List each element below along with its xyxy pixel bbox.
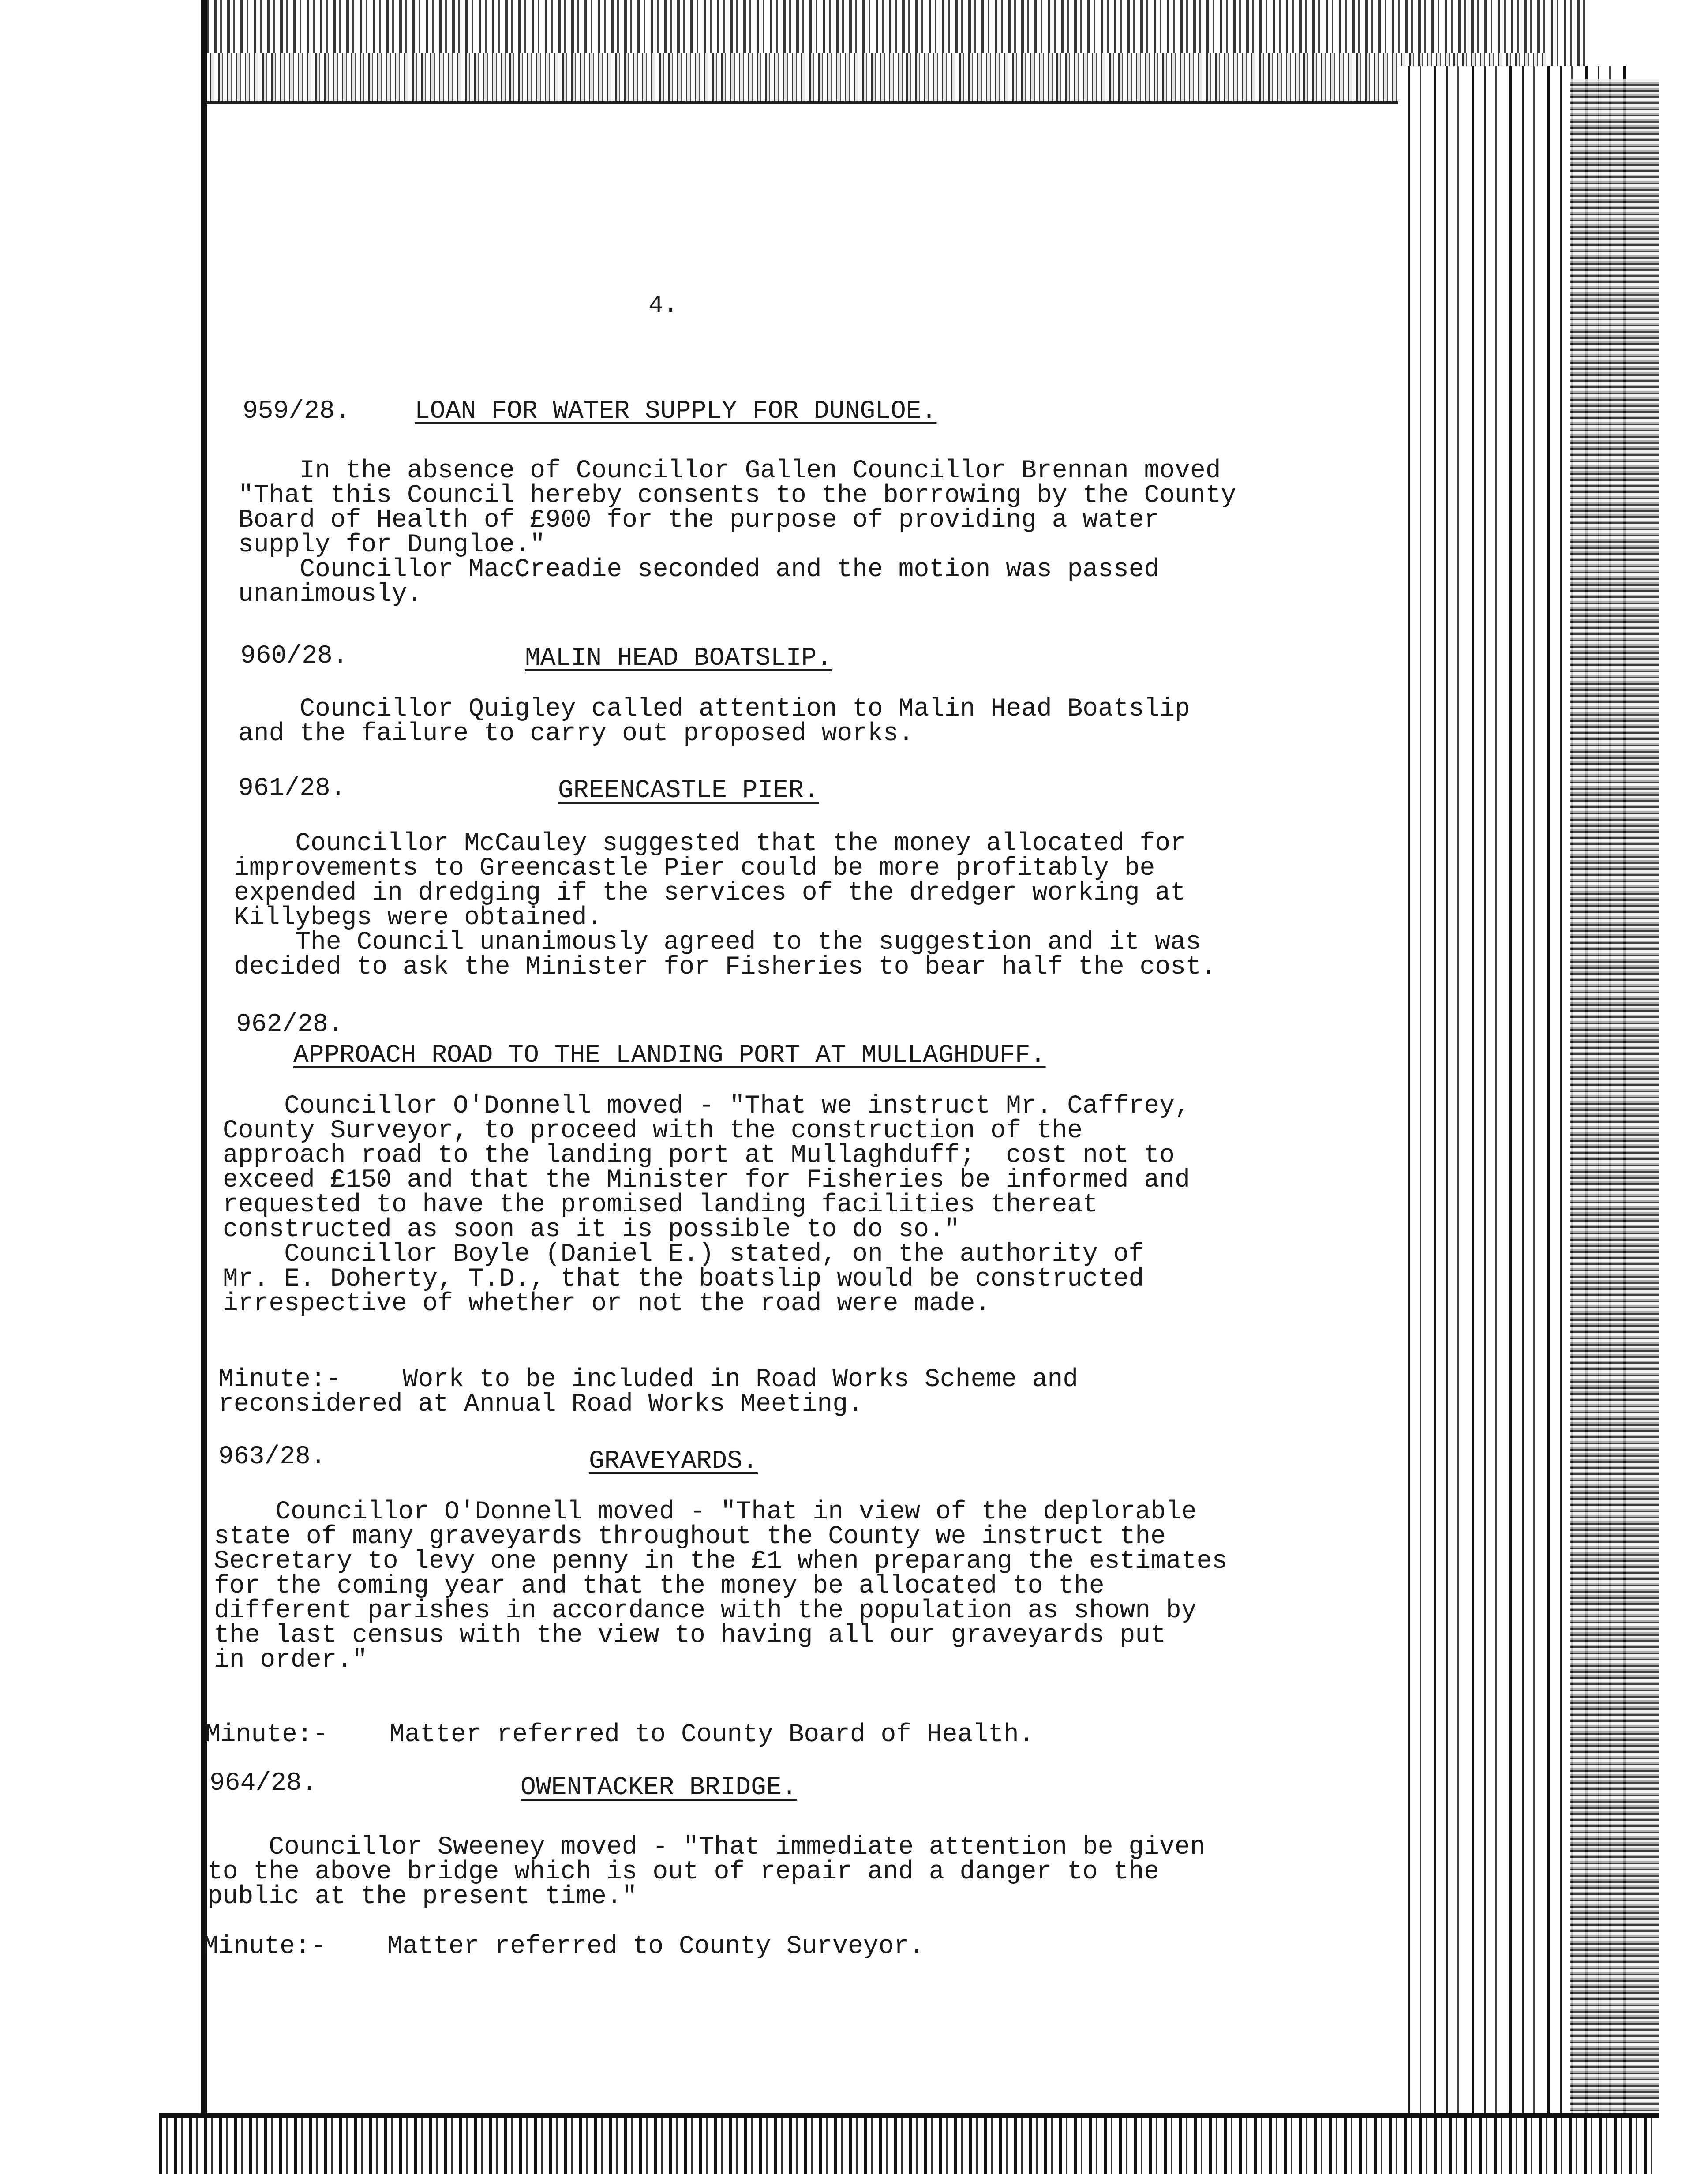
item-paragraph <box>238 459 1236 607</box>
binder-spine <box>201 0 207 2174</box>
item-number: 962/28. <box>236 1010 344 1039</box>
paragraph-line: public at the present time." <box>207 1882 637 1911</box>
paragraph-line: state of many graveyards throughout the County we instruct the <box>214 1522 1166 1551</box>
paragraph-line: approach road to the landing port at Mullaghduff; cost not to <box>223 1141 1175 1170</box>
item-heading: OWENTACKER BRIDGE. <box>521 1773 797 1802</box>
minute-line: Minute:- Matter referred to County Surveyor. <box>203 1932 925 1961</box>
minute-line: Minute:- Matter referred to County Board of Health. <box>205 1720 1034 1749</box>
item-heading: GRAVEYARDS. <box>589 1447 758 1476</box>
paragraph-line: Mr. E. Doherty, T.D., that the boatslip would be constructed <box>223 1265 1144 1293</box>
item-paragraph <box>223 1094 1190 1316</box>
paragraph-line: Killybegs were obtained. <box>234 903 603 932</box>
paragraph-line: constructed as soon as it is possible to do so." <box>223 1215 960 1244</box>
item-number: 964/28. <box>210 1769 317 1798</box>
minute-line: reconsidered at Annual Road Works Meeting. <box>218 1390 863 1419</box>
paragraph-line: requested to have the promised landing facilities thereat <box>223 1191 1098 1219</box>
paragraph-line: County Surveyor, to proceed with the construction of the <box>223 1117 1083 1145</box>
paragraph-line: Secretary to levy one penny in the £1 when preparang the estimates <box>214 1547 1228 1576</box>
paragraph-line: "That this Council hereby consents to the borrowing by the County <box>238 481 1236 510</box>
scan-right-margin <box>1659 0 1708 2174</box>
paragraph-line: Councillor McCauley suggested that the money allocated for <box>234 829 1186 858</box>
paragraph-line: different parishes in accordance with the population as shown by <box>214 1597 1197 1625</box>
paragraph-line: Councillor O'Donnell moved - "That we instruct Mr. Caffrey, <box>223 1092 1190 1121</box>
scan-left-margin <box>0 0 203 2174</box>
paragraph-line: to the above bridge which is out of repair and a danger to the <box>207 1858 1159 1886</box>
page-number: 4. <box>648 291 678 319</box>
paragraph-line: expended in dredging if the services of the dredger working at <box>234 879 1186 907</box>
item-number: 960/28. <box>240 642 348 671</box>
item-heading: GREENCASTLE PIER. <box>558 776 819 805</box>
item-heading: APPROACH ROAD TO THE LANDING PORT AT MULLAGHDUFF. <box>293 1041 1046 1070</box>
item-heading: MALIN HEAD BOATSLIP. <box>525 644 832 673</box>
paragraph-line: Councillor Quigley called attention to Malin Head Boatslip <box>238 695 1190 723</box>
item-paragraph <box>214 1500 1227 1673</box>
item-paragraph <box>234 829 1217 982</box>
paragraph-line: in order." <box>214 1646 368 1675</box>
paragraph-line: The Council unanimously agreed to the suggestion and it was <box>234 928 1201 957</box>
paragraph-line: Councillor Boyle (Daniel E.) stated, on the authority of <box>223 1240 1144 1269</box>
paragraph-line: decided to ask the Minister for Fisheries to bear half the cost. <box>234 953 1217 982</box>
minute-note <box>205 1720 1034 1749</box>
paragraph-line: irrespective of whether or not the road were made. <box>223 1289 991 1318</box>
paragraph-line: and the failure to carry out proposed works. <box>238 720 914 748</box>
paragraph-line: supply for Dungloe." <box>238 531 546 559</box>
item-number: 959/28. <box>243 397 350 426</box>
paragraph-line: unanimously. <box>238 580 423 609</box>
paragraph-line: Councillor Sweeney moved - "That immediate attention be given <box>207 1833 1206 1862</box>
minute-note <box>203 1934 925 1959</box>
binder-top-band <box>201 53 1546 101</box>
paragraph-line: In the absence of Councillor Gallen Councillor Brennan moved <box>238 457 1221 485</box>
paragraph-line: the last census with the view to having all our graveyards put <box>214 1621 1166 1650</box>
paragraph-line: exceed £150 and that the Minister for Fisheries be informed and <box>223 1166 1190 1195</box>
binder-bottom-line <box>159 2113 1659 2118</box>
paragraph-line: improvements to Greencastle Pier could be more profitably be <box>234 854 1155 883</box>
item-number: 961/28. <box>238 774 346 803</box>
paragraph-line: Board of Health of £900 for the purpose of providing a water <box>238 506 1160 535</box>
item-paragraph <box>238 697 1190 746</box>
paragraph-line: Councillor MacCreadie seconded and the motion was passed <box>238 555 1160 584</box>
page-stack-shadow <box>1570 79 1659 2118</box>
paragraph-line: for the coming year and that the money be allocated to the <box>214 1572 1105 1601</box>
paragraph-line: Councillor O'Donnell moved - "That in view of the deplorable <box>214 1498 1197 1526</box>
item-number: 963/28. <box>218 1443 326 1471</box>
minute-note <box>218 1365 1079 1419</box>
item-heading: LOAN FOR WATER SUPPLY FOR DUNGLOE. <box>415 397 937 426</box>
binder-bottom-edge <box>159 2118 1659 2174</box>
item-paragraph <box>207 1835 1205 1909</box>
minute-line: Minute:- Work to be included in Road Works Scheme and <box>218 1365 1079 1394</box>
